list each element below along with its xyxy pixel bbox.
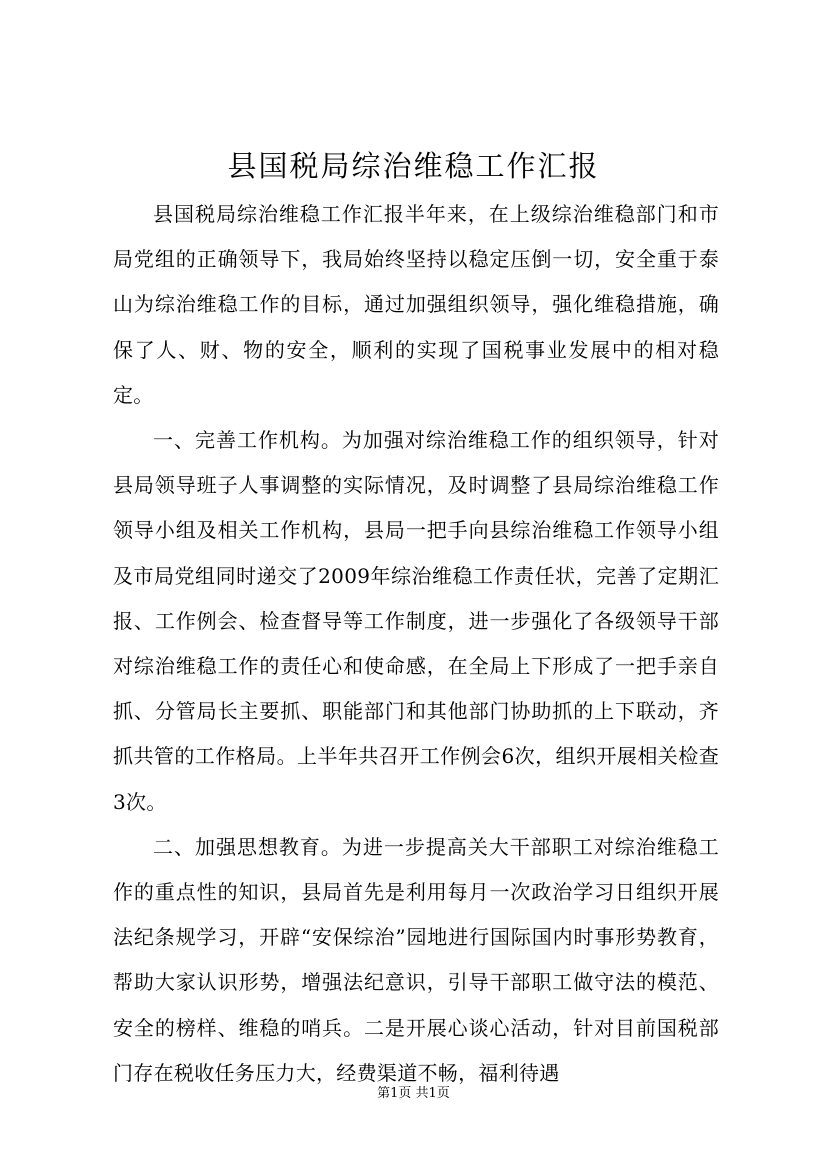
paragraph-section-1: 一、完善工作机构。为加强对综治维稳工作的组织领导，针对县局领导班子人事调整的实际情况，及时调整了县局综治维稳工作领导小组及相关工作机构，县局一把手向县综治维稳工作领导小组及市局党组同时递交了2009年综治维稳工作责任状，完善了定期汇报、工作例会、检查督导等工作制度，进一步强化了各级领导干部对综治维稳工作的责任心和使命感，在全局上下形成了一把手亲自抓、分管局长主要抓、职能部门和其他部门协助抓的上下联动，齐抓共管的工作格局。上半年共召开工作例会6次，组织开展相关检查3次。 [113, 428, 719, 814]
paragraph-section-2: 二、加强思想教育。为进一步提高关大干部职工对综治维稳工作的重点性的知识，县局首先是利用每月一次政治学习日组织开展法纪条规学习，开辟“安保综治”园地进行国际国内时事形势教育，帮助大家认识形势，增强法纪意识，引导干部职工做守法的模范、安全的榜样、维稳的哨兵。二是开展心谈心活动，针对目前国税部门存在税收任务压力大，经费渠道不畅，福利待遇 [113, 834, 719, 1085]
document-title: 县国税局综治维稳工作汇报 [227, 149, 600, 183]
page-footer: 第1页 共1页 [377, 1086, 450, 1101]
document-body [113, 192, 719, 1096]
paragraph-intro: 县国税局综治维稳工作汇报半年来，在上级综治维稳部门和市局党组的正确领导下，我局始终坚持以稳定压倒一切，安全重于泰山为综治维稳工作的目标，通过加强组织领导，强化维稳措施，确保了人、财、物的安全，顺利的实现了国税事业发展中的相对稳定。 [113, 202, 719, 407]
